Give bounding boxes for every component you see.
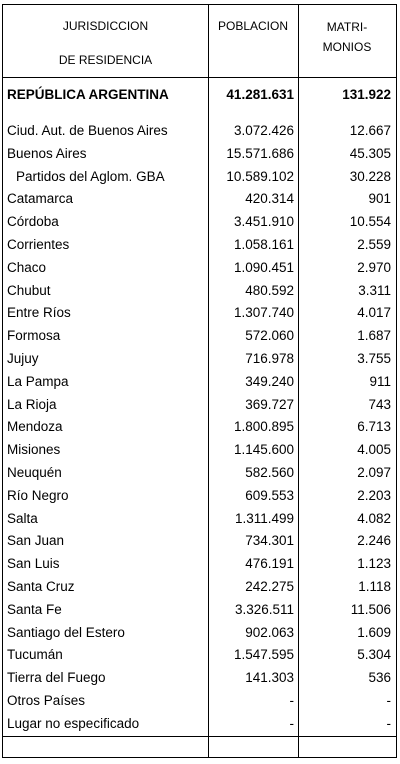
row-name: Partidos del Aglom. GBA — [16, 168, 165, 184]
row-name: Buenos Aires — [7, 145, 87, 161]
row-poblacion: 420.314 — [245, 191, 294, 207]
row-matrimonios: 2.559 — [357, 237, 391, 252]
row-matrimonios: 743 — [368, 396, 391, 412]
row-name: Tierra del Fuego — [7, 670, 106, 686]
row-matrimonios: 6.713 — [357, 419, 391, 435]
table-row — [3, 324, 396, 347]
row-matrimonios: 3.311 — [358, 282, 391, 298]
row-matrimonios: 911 — [369, 373, 391, 389]
row-matrimonios: 30.228 — [349, 168, 391, 184]
row-matrimonios: 5.304 — [357, 647, 391, 663]
row-name: La Pampa — [7, 373, 69, 389]
table-row — [3, 621, 396, 644]
table-row — [3, 575, 396, 598]
header-matrimonios: MATRI- — [326, 20, 368, 34]
row-matrimonios: 11.506 — [350, 601, 391, 617]
table-row — [3, 347, 396, 370]
row-matrimonios: - — [386, 715, 391, 731]
row-poblacion: 476.191 — [245, 556, 294, 572]
table-row — [3, 507, 396, 530]
statistics-table — [2, 4, 397, 758]
row-name: Corrientes — [7, 237, 70, 252]
row-poblacion: 242.275 — [245, 579, 294, 594]
row-poblacion: 15.571.686 — [226, 145, 294, 161]
row-poblacion: 41.281.631 — [226, 87, 294, 102]
row-matrimonios: 536 — [368, 670, 391, 686]
row-name: Otros Países — [7, 693, 86, 708]
table-row — [3, 552, 396, 575]
row-name: Chaco — [7, 259, 47, 275]
row-poblacion: 349.240 — [245, 373, 294, 389]
row-matrimonios: 131.922 — [342, 87, 391, 102]
row-poblacion: 1.547.595 — [233, 647, 294, 663]
row-poblacion: 734.301 — [245, 533, 294, 549]
row-name: Santiago del Estero — [7, 624, 125, 640]
row-matrimonios: 12.667 — [349, 123, 391, 138]
row-poblacion: 3.326.511 — [234, 601, 294, 617]
row-poblacion: 10.589.102 — [226, 168, 294, 184]
header-matrimonios-line2: MONIOS — [322, 40, 372, 54]
table-row — [3, 370, 396, 393]
row-matrimonios: 2.246 — [357, 533, 391, 549]
row-matrimonios: 2.970 — [357, 259, 391, 275]
table-row — [3, 689, 396, 712]
table-row — [3, 233, 396, 256]
table-row — [3, 415, 396, 438]
row-name: Catamarca — [7, 191, 74, 207]
header-jurisdiccion: JURISDICCION — [62, 19, 149, 33]
row-poblacion: 582.560 — [245, 465, 294, 480]
row-matrimonios: 901 — [368, 191, 391, 207]
table-row — [3, 256, 396, 279]
header-poblacion: POBLACION — [217, 19, 289, 33]
row-poblacion: 609.553 — [245, 487, 294, 503]
table-row — [3, 210, 396, 233]
row-poblacion: 1.307.740 — [233, 305, 294, 321]
table-row — [3, 643, 396, 666]
row-poblacion: 3.451.910 — [233, 214, 294, 230]
table-row — [3, 712, 396, 735]
row-matrimonios: 2.203 — [357, 487, 391, 503]
row-poblacion: 902.063 — [245, 624, 294, 640]
row-matrimonios: 4.005 — [357, 442, 391, 458]
row-poblacion: 1.800.895 — [233, 419, 294, 435]
row-matrimonios: 2.097 — [357, 465, 391, 480]
row-name: Misiones — [7, 442, 61, 458]
row-name: Lugar no especificado — [7, 715, 140, 731]
table-row — [3, 484, 396, 507]
row-matrimonios: 1.609 — [357, 624, 391, 640]
row-poblacion: 716.978 — [245, 351, 294, 366]
row-poblacion: - — [289, 715, 294, 731]
table-row — [3, 142, 396, 165]
row-poblacion: - — [289, 693, 294, 708]
row-name: Neuquén — [7, 465, 62, 480]
row-matrimonios: 4.017 — [357, 305, 391, 321]
row-poblacion: 141.303 — [245, 670, 294, 686]
row-name: REPÚBLICA ARGENTINA — [7, 87, 169, 102]
table-row — [3, 165, 396, 188]
row-poblacion: 1.311.499 — [234, 510, 294, 526]
row-name: Tucumán — [7, 647, 63, 663]
table-row — [3, 438, 396, 461]
header-jurisdiccion-line2: DE RESIDENCIA — [58, 53, 153, 67]
total-row — [3, 83, 396, 106]
row-name: Santa Cruz — [7, 579, 75, 594]
row-matrimonios: 3.755 — [357, 351, 391, 366]
footer-divider — [3, 736, 396, 737]
row-name: Formosa — [7, 328, 61, 344]
row-matrimonios: 1.118 — [358, 579, 391, 594]
row-matrimonios: 45.305 — [349, 145, 391, 161]
row-matrimonios: - — [386, 693, 391, 708]
row-matrimonios: 10.554 — [349, 214, 391, 230]
row-name: Jujuy — [7, 351, 39, 366]
header-divider — [3, 77, 396, 78]
row-name: Santa Fe — [7, 601, 62, 617]
row-poblacion: 572.060 — [245, 328, 294, 344]
table-row — [3, 187, 396, 210]
table-row — [3, 279, 396, 302]
table-row — [3, 119, 396, 142]
row-poblacion: 1.145.600 — [233, 442, 294, 458]
row-poblacion: 1.058.161 — [233, 237, 294, 252]
row-name: San Luis — [7, 556, 60, 572]
row-matrimonios: 1.687 — [357, 328, 391, 344]
table-row — [3, 393, 396, 416]
row-poblacion: 369.727 — [245, 396, 294, 412]
row-name: Salta — [7, 510, 38, 526]
row-poblacion: 480.592 — [245, 282, 294, 298]
row-name: Entre Ríos — [7, 305, 71, 321]
row-matrimonios: 4.082 — [357, 510, 391, 526]
row-poblacion: 1.090.451 — [233, 259, 294, 275]
row-name: Mendoza — [7, 419, 63, 435]
row-matrimonios: 1.123 — [357, 556, 391, 572]
row-name: Chubut — [7, 282, 51, 298]
table-row — [3, 301, 396, 324]
row-name: La Rioja — [7, 396, 57, 412]
row-name: Córdoba — [7, 214, 59, 230]
row-name: Ciud. Aut. de Buenos Aires — [7, 123, 168, 138]
row-name: San Juan — [7, 533, 65, 549]
table-row — [3, 529, 396, 552]
table-row — [3, 598, 396, 621]
table-row — [3, 666, 396, 689]
table-row — [3, 461, 396, 484]
row-poblacion: 3.072.426 — [233, 123, 294, 138]
row-name: Río Negro — [7, 487, 69, 503]
